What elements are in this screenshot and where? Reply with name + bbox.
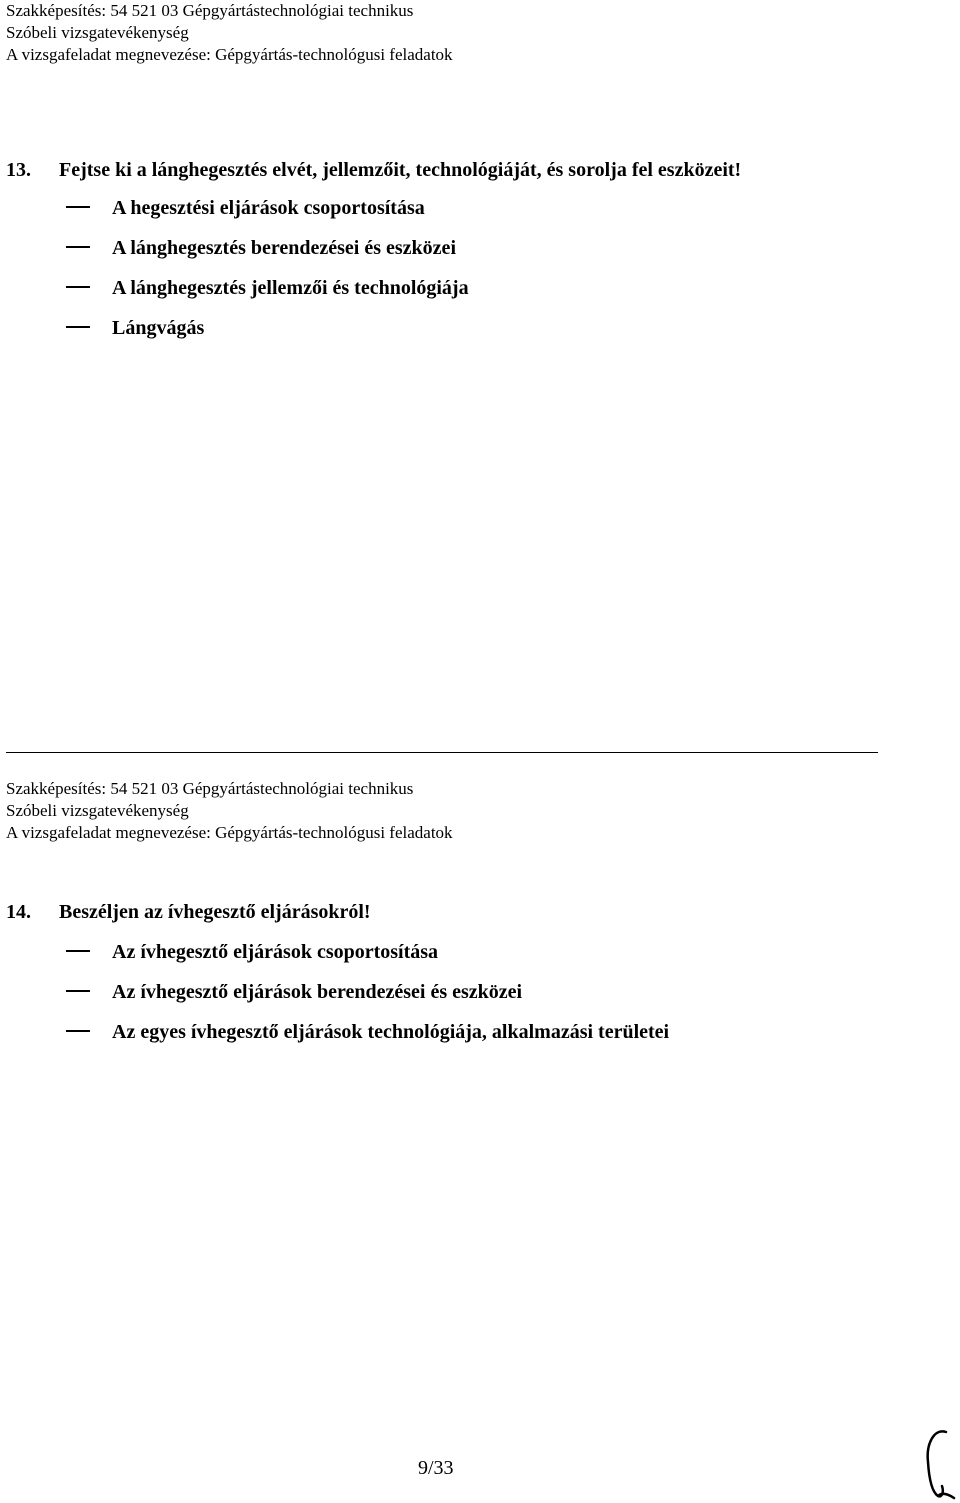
header-task-name: A vizsgafeladat megnevezése: Gépgyártás-technológusi feladatok — [6, 45, 453, 64]
list-item — [66, 196, 425, 220]
question-text: Fejtse ki a lánghegesztés elvét, jellemzőit, technológiáját, és sorolja fel eszközeit! — [59, 159, 742, 181]
signature-mark — [920, 1426, 958, 1500]
list-item — [66, 980, 522, 1004]
header-exam-type: Szóbeli vizsgatevékenység — [6, 801, 189, 820]
header-exam-type: Szóbeli vizsgatevékenység — [6, 23, 189, 42]
list-item-text: Lángvágás — [112, 317, 205, 339]
header-qualification: Szakképesítés: 54 521 03 Gépgyártástechnológiai technikus — [6, 1, 414, 20]
page-header-second — [6, 778, 453, 844]
header-qualification: Szakképesítés: 54 521 03 Gépgyártástechnológiai technikus — [6, 779, 414, 798]
dash-bullet-icon — [66, 246, 90, 248]
list-item-text: Az ívhegesztő eljárások csoportosítása — [112, 941, 439, 963]
page-header-top — [6, 0, 453, 66]
list-item — [66, 1020, 669, 1044]
dash-bullet-icon — [66, 286, 90, 288]
list-item-text: Az egyes ívhegesztő eljárások technológiája, alkalmazási területei — [112, 1021, 670, 1043]
question-number: 14. — [6, 901, 31, 923]
list-item — [66, 276, 469, 300]
list-item-text: A lánghegesztés berendezései és eszközei — [112, 237, 456, 259]
dash-bullet-icon — [66, 206, 90, 208]
list-item — [66, 316, 204, 340]
page-number: 9/33 — [418, 1457, 454, 1479]
dash-bullet-icon — [66, 950, 90, 952]
list-item-text: A lánghegesztés jellemzői és technológiája — [112, 277, 469, 299]
question-13 — [6, 158, 741, 182]
list-item-text: Az ívhegesztő eljárások berendezései és eszközei — [112, 981, 523, 1003]
header-task-name: A vizsgafeladat megnevezése: Gépgyártás-technológusi feladatok — [6, 823, 453, 842]
list-item — [66, 940, 438, 964]
dash-bullet-icon — [66, 326, 90, 328]
page-divider — [6, 752, 878, 753]
dash-bullet-icon — [66, 1030, 90, 1032]
dash-bullet-icon — [66, 990, 90, 992]
question-text: Beszéljen az ívhegesztő eljárásokról! — [59, 901, 371, 923]
question-number: 13. — [6, 159, 31, 181]
question-14 — [6, 900, 371, 924]
list-item-text: A hegesztési eljárások csoportosítása — [112, 197, 425, 219]
list-item — [66, 236, 456, 260]
